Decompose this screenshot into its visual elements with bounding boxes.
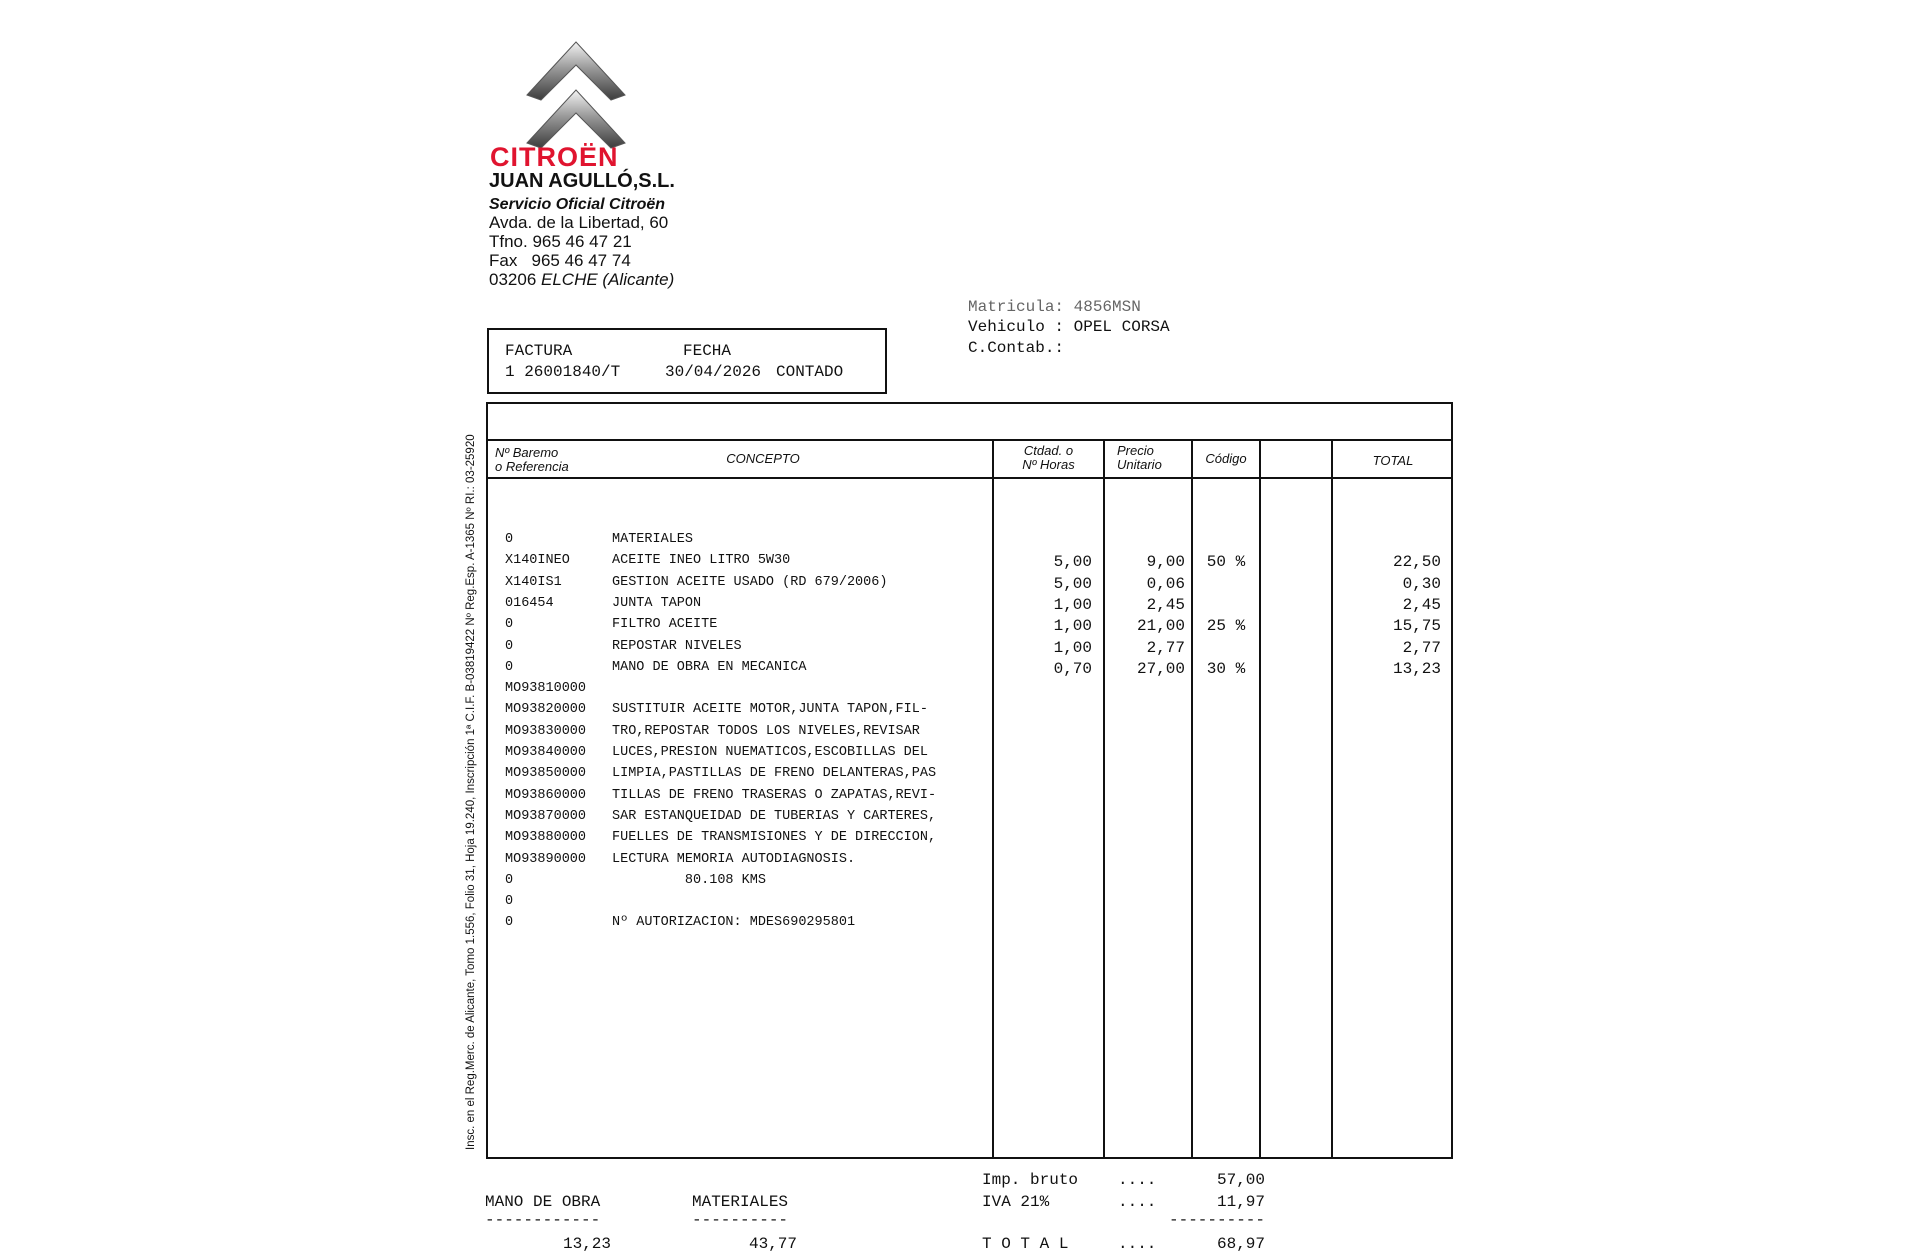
invoice-info-box — [487, 328, 887, 394]
row-total: 15,75 — [1392, 617, 1441, 636]
table-row — [488, 553, 1455, 574]
table-row — [488, 894, 1455, 915]
total-label: T O T A L — [982, 1235, 1069, 1253]
header-ref-line2: o Referencia — [495, 459, 569, 474]
row-code: 50 % — [1206, 553, 1246, 572]
table-row — [488, 660, 1455, 681]
city: ELCHE (Alicante) — [541, 270, 675, 289]
row-ref: MO93880000 — [505, 830, 587, 846]
company-subtitle: Servicio Oficial Citroën — [489, 196, 666, 213]
row-price: 9,00 — [1146, 553, 1185, 572]
row-total: 13,23 — [1392, 659, 1441, 678]
row-ref: X140IS1 — [505, 574, 562, 590]
row-ref: 0 — [505, 532, 514, 547]
fecha-label: FECHA — [683, 342, 732, 360]
header-qty-line1: Ctdad. o — [1023, 443, 1074, 458]
row-total: 22,50 — [1392, 553, 1441, 572]
bruto-label: Imp. bruto — [982, 1171, 1079, 1189]
row-ref: 0 — [505, 915, 514, 931]
table-row — [488, 809, 1455, 830]
header-total: TOTAL — [1372, 453, 1414, 468]
table-row — [488, 873, 1455, 894]
row-ref: 0 — [505, 872, 514, 888]
header-qty — [994, 444, 1103, 472]
row-total: 2,45 — [1402, 595, 1441, 614]
row-ref: MO93890000 — [505, 851, 587, 867]
mano-obra-label: MANO DE OBRA — [485, 1193, 601, 1211]
row-ref: MO93860000 — [505, 787, 587, 803]
row-qty: 0,70 — [1053, 659, 1092, 678]
table-row — [488, 702, 1455, 723]
row-concepto: GESTION ACEITE USADO (RD 679/2006) — [612, 574, 888, 590]
row-concepto: MATERIALES — [612, 532, 694, 547]
row-concepto: LECTURA MEMORIA AUTODIAGNOSIS. — [612, 851, 856, 867]
bruto-dots: .... — [1118, 1171, 1157, 1189]
total-dash: ---------- — [1168, 1211, 1265, 1229]
row-concepto: SUSTITUIR ACEITE MOTOR,JUNTA TAPON,FIL- — [612, 702, 928, 718]
row-qty: 1,00 — [1053, 638, 1092, 657]
table-row — [488, 596, 1455, 617]
row-concepto: SAR ESTANQUEIDAD DE TUBERIAS Y CARTERES, — [612, 808, 937, 824]
header-concepto: CONCEPTO — [726, 451, 800, 466]
header-qty-line2: Nº Horas — [1022, 457, 1075, 472]
row-concepto: LIMPIA,PASTILLAS DE FRENO DELANTERAS,PAS — [612, 766, 937, 782]
vehicle-model: Vehiculo : OPEL CORSA — [968, 318, 1170, 336]
brand-wordmark: CITROËN — [490, 142, 619, 172]
row-concepto: JUNTA TAPON — [612, 595, 702, 611]
vehicle-contab: C.Contab.: — [968, 339, 1065, 357]
registry-side-text: Insc. en el Reg.Merc. de Alicante, Tomo 1.556, Folio 31, Hoja 19.240, Inscripción 1ª C.I.F. B-03819422 Nº Reg.Esp. A-1365 Nº RI.: 03-25920 — [465, 434, 477, 1150]
header-codigo: Código — [1205, 451, 1247, 466]
row-price: 2,45 — [1146, 595, 1185, 614]
vehicle-matricula: Matricula: 4856MSN — [968, 298, 1141, 316]
row-concepto: FILTRO ACEITE — [612, 617, 718, 633]
row-ref: MO93840000 — [505, 745, 587, 760]
table-row — [488, 532, 1455, 553]
header-price — [1117, 444, 1162, 472]
company-phone: Tfno. 965 46 47 21 — [489, 232, 632, 251]
materiales-dash: ---------- — [692, 1211, 789, 1229]
invoice-number: 1 26001840/T — [505, 363, 621, 381]
row-qty: 5,00 — [1053, 574, 1092, 593]
row-concepto: FUELLES DE TRANSMISIONES Y DE DIRECCION, — [612, 830, 937, 846]
materiales-value: 43,77 — [748, 1235, 797, 1253]
mano-obra-value: 13,23 — [562, 1235, 611, 1253]
row-ref: 0 — [505, 659, 514, 675]
row-qty: 1,00 — [1053, 617, 1092, 636]
row-ref: MO93810000 — [505, 681, 587, 697]
row-concepto: 80.108 KMS — [612, 872, 766, 888]
header-bottom-rule — [488, 477, 1451, 479]
row-ref: 0 — [505, 617, 514, 633]
company-address: Avda. de la Libertad, 60 — [489, 213, 669, 232]
header-ref — [495, 446, 569, 474]
row-ref: MO93820000 — [505, 702, 587, 718]
iva-value: 11,97 — [1216, 1193, 1265, 1211]
postal-code: 03206 — [489, 270, 537, 289]
row-code: 25 % — [1206, 617, 1246, 636]
table-row — [488, 852, 1455, 873]
bruto-value: 57,00 — [1216, 1171, 1265, 1189]
row-ref: MO93830000 — [505, 723, 587, 739]
row-code: 30 % — [1206, 659, 1246, 678]
row-price: 2,77 — [1146, 638, 1185, 657]
row-total: 2,77 — [1402, 638, 1441, 657]
mano-obra-dash: ------------ — [485, 1211, 601, 1229]
table-row — [488, 724, 1455, 745]
total-dots: .... — [1118, 1235, 1157, 1253]
row-ref: 0 — [505, 638, 514, 654]
table-row — [488, 788, 1455, 809]
row-price: 21,00 — [1136, 617, 1185, 636]
header-price-line1: Precio — [1117, 443, 1154, 458]
row-price: 27,00 — [1136, 659, 1185, 678]
table-row — [488, 681, 1455, 702]
table-row — [488, 830, 1455, 851]
row-concepto: ACEITE INEO LITRO 5W30 — [612, 553, 791, 569]
company-name: JUAN AGULLÓ,S.L. — [489, 170, 675, 192]
company-city-line — [489, 270, 674, 289]
factura-label: FACTURA — [505, 342, 573, 360]
table-row — [488, 617, 1455, 638]
table-row — [488, 766, 1455, 787]
row-concepto: TILLAS DE FRENO TRASERAS O ZAPATAS,REVI- — [612, 787, 937, 803]
row-qty: 1,00 — [1053, 595, 1092, 614]
header-price-line2: Unitario — [1117, 457, 1162, 472]
payment-method: CONTADO — [776, 363, 844, 381]
table-row — [488, 915, 1455, 936]
materiales-label: MATERIALES — [692, 1193, 789, 1211]
row-concepto: Nº AUTORIZACION: MDES690295801 — [612, 915, 856, 931]
row-concepto: MANO DE OBRA EN MECANICA — [612, 659, 807, 675]
table-row — [488, 745, 1455, 766]
table-row — [488, 639, 1455, 660]
invoice-lines-table — [486, 402, 1453, 1159]
header-top-rule — [488, 439, 1451, 441]
company-fax: Fax 965 46 47 74 — [489, 251, 631, 270]
total-value: 68,97 — [1216, 1235, 1265, 1253]
iva-label: IVA 21% — [982, 1193, 1050, 1211]
invoice-date: 30/04/2026 — [665, 363, 762, 381]
row-ref: 0 — [505, 894, 514, 910]
row-ref: MO93870000 — [505, 808, 587, 824]
row-concepto: REPOSTAR NIVELES — [612, 638, 742, 654]
row-ref: X140INEO — [505, 553, 570, 569]
row-total: 0,30 — [1402, 574, 1441, 593]
table-row — [488, 575, 1455, 596]
header-ref-line1: Nº Baremo — [495, 445, 559, 460]
row-price: 0,06 — [1146, 574, 1185, 593]
row-ref: MO93850000 — [505, 766, 587, 782]
row-qty: 5,00 — [1053, 553, 1092, 572]
row-concepto: TRO,REPOSTAR TODOS LOS NIVELES,REVISAR — [612, 723, 920, 739]
iva-dots: .... — [1118, 1193, 1157, 1211]
row-ref: 016454 — [505, 595, 554, 611]
row-concepto: LUCES,PRESION NUEMATICOS,ESCOBILLAS DEL — [612, 745, 928, 760]
